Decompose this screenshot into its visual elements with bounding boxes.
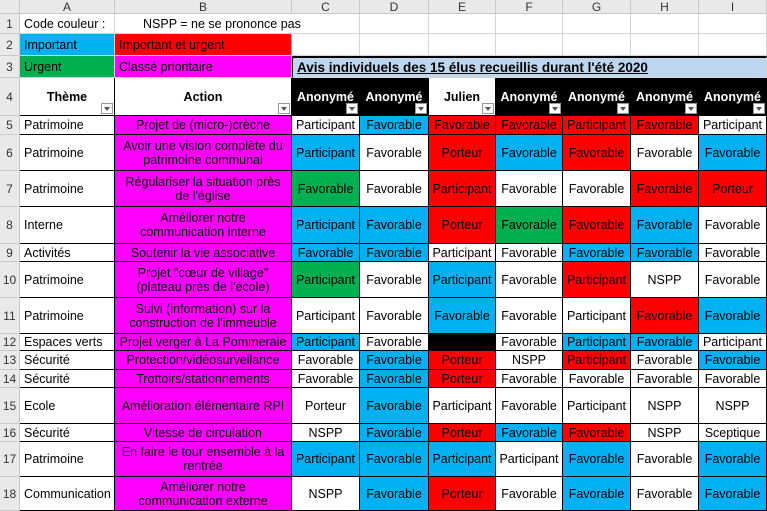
theme-cell[interactable]: Activités xyxy=(20,244,115,262)
vote-cell[interactable]: Favorable xyxy=(360,116,429,135)
theme-cell[interactable]: Espaces verts xyxy=(20,334,115,351)
vote-cell[interactable]: Favorable xyxy=(699,262,767,298)
theme-cell[interactable]: Ecole xyxy=(20,388,115,424)
vote-cell[interactable]: Favorable xyxy=(496,171,563,207)
empty-cell[interactable] xyxy=(496,14,563,34)
column-header-i[interactable]: I xyxy=(699,0,767,14)
empty-cell[interactable] xyxy=(631,14,699,34)
empty-cell[interactable] xyxy=(631,34,699,56)
vote-cell[interactable]: Favorable xyxy=(496,298,563,334)
vote-cell[interactable]: NSPP xyxy=(631,388,699,424)
column-header-h[interactable]: H xyxy=(631,0,699,14)
vote-cell[interactable]: Participant xyxy=(292,135,360,171)
vote-cell[interactable]: NSPP xyxy=(496,351,563,370)
filter-dropdown-icon[interactable] xyxy=(549,103,561,114)
vote-cell[interactable]: Favorable xyxy=(496,262,563,298)
row-header-7[interactable]: 7 xyxy=(0,171,20,207)
row-header-15[interactable]: 15 xyxy=(0,388,20,424)
vote-cell[interactable]: Participant xyxy=(563,334,631,351)
empty-cell[interactable] xyxy=(360,34,429,56)
column-header-f[interactable]: F xyxy=(496,0,563,14)
vote-cell[interactable]: NSPP xyxy=(292,424,360,442)
action-cell[interactable]: Amélioration élémentaire RPI xyxy=(115,388,292,424)
header-member-4[interactable]: Anonymé xyxy=(496,78,563,116)
vote-cell[interactable]: Favorable xyxy=(496,207,563,244)
legend-classe-prioritaire[interactable]: Classé prioritaire xyxy=(115,56,292,78)
vote-cell[interactable]: Participant xyxy=(429,244,496,262)
theme-cell[interactable]: Communication xyxy=(20,477,115,511)
vote-cell[interactable]: Sceptique xyxy=(699,424,767,442)
vote-cell[interactable]: Participant xyxy=(563,298,631,334)
theme-cell[interactable]: Patrimoine xyxy=(20,171,115,207)
vote-cell[interactable]: Participant xyxy=(563,351,631,370)
theme-cell[interactable]: Sécurité xyxy=(20,351,115,370)
vote-cell[interactable]: Favorable xyxy=(496,477,563,511)
vote-cell[interactable]: Favorable xyxy=(360,298,429,334)
header-member-1[interactable]: Anonymé xyxy=(292,78,360,116)
vote-cell[interactable]: Porteur xyxy=(429,477,496,511)
column-header-c[interactable]: C xyxy=(292,0,360,14)
header-action[interactable]: Action xyxy=(115,78,292,116)
vote-cell[interactable]: NSPP xyxy=(631,262,699,298)
row-header-6[interactable]: 6 xyxy=(0,135,20,171)
vote-cell[interactable]: Favorable xyxy=(699,207,767,244)
action-cell[interactable]: Projet verger à La Pommeraie xyxy=(115,334,292,351)
filter-dropdown-icon[interactable] xyxy=(753,103,765,114)
vote-cell[interactable]: Participant xyxy=(292,442,360,477)
vote-cell[interactable]: Participant xyxy=(699,116,767,135)
legend-urgent[interactable]: Urgent xyxy=(20,56,115,78)
vote-cell[interactable]: Favorable xyxy=(429,116,496,135)
vote-cell[interactable]: Participant xyxy=(292,262,360,298)
vote-cell[interactable]: Favorable xyxy=(699,135,767,171)
row-header-18[interactable]: 18 xyxy=(0,477,20,511)
empty-cell[interactable] xyxy=(496,34,563,56)
legend-important[interactable]: Important xyxy=(20,34,115,56)
vote-cell[interactable]: Porteur xyxy=(429,424,496,442)
vote-cell[interactable]: NSPP xyxy=(631,424,699,442)
row-header-11[interactable]: 11 xyxy=(0,298,20,334)
vote-cell[interactable]: Favorable xyxy=(699,298,767,334)
header-member-6[interactable]: Anonymé xyxy=(631,78,699,116)
vote-cell[interactable]: Favorable xyxy=(496,244,563,262)
column-header-d[interactable]: D xyxy=(360,0,429,14)
vote-cell[interactable]: Favorable xyxy=(360,207,429,244)
action-cell[interactable]: Soutenir la vie associative xyxy=(115,244,292,262)
empty-cell[interactable] xyxy=(429,14,496,34)
vote-cell[interactable]: Favorable xyxy=(496,116,563,135)
vote-cell[interactable]: Favorable xyxy=(360,388,429,424)
vote-cell[interactable]: Favorable xyxy=(360,370,429,388)
vote-cell[interactable]: Favorable xyxy=(292,370,360,388)
vote-cell[interactable]: Favorable xyxy=(631,135,699,171)
vote-cell[interactable]: Favorable xyxy=(360,334,429,351)
vote-cell[interactable]: Favorable xyxy=(563,171,631,207)
action-cell[interactable]: Suivi (information) sur la construction de l'immeuble xyxy=(115,298,292,334)
vote-cell[interactable]: Favorable xyxy=(496,370,563,388)
vote-cell[interactable]: Favorable xyxy=(699,244,767,262)
vote-cell[interactable]: Favorable xyxy=(699,477,767,511)
action-cell[interactable]: Projet "cœur de village" (plateau près de l'école) xyxy=(115,262,292,298)
row-header-14[interactable]: 14 xyxy=(0,370,20,388)
vote-cell[interactable]: Participant xyxy=(699,334,767,351)
sheet-title[interactable]: Avis individuels des 15 élus recueillis durant l'été 2020 xyxy=(292,56,767,78)
action-cell[interactable]: Améliorer notre communication interne xyxy=(115,207,292,244)
action-cell[interactable]: Améliorer notre communication externe xyxy=(115,477,292,511)
theme-cell[interactable]: Sécurité xyxy=(20,370,115,388)
header-member-7[interactable]: Anonymé xyxy=(699,78,767,116)
theme-cell[interactable]: Patrimoine xyxy=(20,262,115,298)
vote-cell[interactable]: Favorable xyxy=(360,244,429,262)
filter-dropdown-icon[interactable] xyxy=(415,103,427,114)
vote-cell[interactable]: Favorable xyxy=(631,370,699,388)
filter-dropdown-icon[interactable] xyxy=(278,103,290,114)
vote-cell[interactable]: Favorable xyxy=(631,298,699,334)
vote-cell[interactable]: Favorable xyxy=(496,388,563,424)
vote-cell[interactable]: Favorable xyxy=(360,477,429,511)
vote-cell[interactable]: Porteur xyxy=(429,135,496,171)
row-header-5[interactable]: 5 xyxy=(0,116,20,135)
header-theme[interactable]: Thème xyxy=(20,78,115,116)
vote-cell[interactable]: Favorable xyxy=(360,442,429,477)
row-header-17[interactable]: 17 xyxy=(0,442,20,477)
vote-cell[interactable]: Favorable xyxy=(563,424,631,442)
vote-cell[interactable]: Favorable xyxy=(563,442,631,477)
vote-cell[interactable]: Favorable xyxy=(292,171,360,207)
theme-cell[interactable]: Patrimoine xyxy=(20,442,115,477)
vote-cell[interactable]: Favorable xyxy=(631,244,699,262)
vote-cell[interactable]: Porteur xyxy=(429,207,496,244)
legend-important-urgent[interactable]: Important et urgent xyxy=(115,34,292,56)
vote-cell[interactable]: Favorable xyxy=(563,370,631,388)
row-header-3[interactable]: 3 xyxy=(0,56,20,78)
header-member-2[interactable]: Anonymé xyxy=(360,78,429,116)
vote-cell[interactable]: Participant xyxy=(429,262,496,298)
action-cell[interactable]: Avoir une vision complète du patrimoine communal xyxy=(115,135,292,171)
vote-cell[interactable]: NSPP xyxy=(292,477,360,511)
vote-cell[interactable]: Favorable xyxy=(631,477,699,511)
vote-cell[interactable]: Participant xyxy=(563,388,631,424)
vote-cell[interactable]: Favorable xyxy=(699,351,767,370)
action-cell[interactable]: Régulariser la situation près de l'église xyxy=(115,171,292,207)
vote-cell[interactable]: Participant xyxy=(292,207,360,244)
action-cell[interactable]: Projet de (micro-)crèche xyxy=(115,116,292,135)
empty-cell[interactable] xyxy=(699,34,767,56)
vote-cell[interactable]: Favorable xyxy=(699,370,767,388)
row-header-13[interactable]: 13 xyxy=(0,351,20,370)
legend-nspp-note[interactable]: NSPP = ne se prononce pas xyxy=(115,14,360,34)
vote-cell[interactable]: Participant xyxy=(292,116,360,135)
vote-cell[interactable]: Favorable xyxy=(631,334,699,351)
vote-cell[interactable]: Favorable xyxy=(496,135,563,171)
vote-cell[interactable]: Participant xyxy=(496,442,563,477)
vote-cell[interactable]: Favorable xyxy=(563,135,631,171)
vote-cell[interactable]: NSPP xyxy=(699,388,767,424)
vote-cell[interactable]: Favorable xyxy=(360,171,429,207)
vote-cell[interactable]: Favorable xyxy=(360,424,429,442)
vote-cell[interactable]: Porteur xyxy=(429,370,496,388)
theme-cell[interactable]: Patrimoine xyxy=(20,116,115,135)
row-header-10[interactable]: 10 xyxy=(0,262,20,298)
filter-dropdown-icon[interactable] xyxy=(101,103,113,114)
theme-cell[interactable]: Patrimoine xyxy=(20,298,115,334)
vote-cell[interactable]: Favorable xyxy=(563,477,631,511)
vote-cell[interactable]: Participant xyxy=(292,298,360,334)
vote-cell[interactable]: Favorable xyxy=(360,135,429,171)
row-header-9[interactable]: 9 xyxy=(0,244,20,262)
vote-cell[interactable]: Participant xyxy=(563,262,631,298)
action-cell[interactable]: En faire le tour ensemble à la rentrée xyxy=(115,442,292,477)
row-header-12[interactable]: 12 xyxy=(0,334,20,351)
vote-cell[interactable]: Favorable xyxy=(496,334,563,351)
legend-code-label[interactable]: Code couleur : xyxy=(20,14,115,34)
vote-cell[interactable]: Favorable xyxy=(292,351,360,370)
vote-cell[interactable]: Participant xyxy=(429,171,496,207)
vote-cell[interactable]: Participant xyxy=(429,442,496,477)
filter-dropdown-icon[interactable] xyxy=(685,103,697,114)
vote-cell[interactable]: Favorable xyxy=(631,442,699,477)
vote-cell[interactable]: Favorable xyxy=(563,207,631,244)
row-header-8[interactable]: 8 xyxy=(0,207,20,244)
vote-cell[interactable]: Porteur xyxy=(292,388,360,424)
vote-cell[interactable]: Porteur xyxy=(699,171,767,207)
empty-cell[interactable] xyxy=(292,34,360,56)
vote-cell[interactable]: Favorable xyxy=(496,424,563,442)
vote-cell[interactable]: Favorable xyxy=(360,351,429,370)
vote-cell[interactable] xyxy=(429,334,496,351)
vote-cell[interactable]: Favorable xyxy=(631,116,699,135)
empty-cell[interactable] xyxy=(563,34,631,56)
vote-cell[interactable]: Favorable xyxy=(563,244,631,262)
vote-cell[interactable]: Favorable xyxy=(429,298,496,334)
vote-cell[interactable]: Favorable xyxy=(360,262,429,298)
empty-cell[interactable] xyxy=(563,14,631,34)
row-header-4[interactable]: 4 xyxy=(0,78,20,116)
row-header-2[interactable]: 2 xyxy=(0,34,20,56)
column-header-a[interactable]: A xyxy=(20,0,115,14)
column-header-e[interactable]: E xyxy=(429,0,496,14)
filter-dropdown-icon[interactable] xyxy=(482,103,494,114)
empty-cell[interactable] xyxy=(360,14,429,34)
vote-cell[interactable]: Favorable xyxy=(292,244,360,262)
theme-cell[interactable]: Sécurité xyxy=(20,424,115,442)
header-member-5[interactable]: Anonymé xyxy=(563,78,631,116)
filter-dropdown-icon[interactable] xyxy=(617,103,629,114)
row-header-16[interactable]: 16 xyxy=(0,424,20,442)
vote-cell[interactable]: Favorable xyxy=(631,171,699,207)
action-cell[interactable]: Vitesse de circulation xyxy=(115,424,292,442)
row-header-1[interactable]: 1 xyxy=(0,14,20,34)
filter-dropdown-icon[interactable] xyxy=(346,103,358,114)
column-header-g[interactable]: G xyxy=(563,0,631,14)
header-member-3[interactable]: Julien xyxy=(429,78,496,116)
empty-cell[interactable] xyxy=(429,34,496,56)
action-cell[interactable]: Trottoirs/stationnements xyxy=(115,370,292,388)
vote-cell[interactable]: Favorable xyxy=(699,442,767,477)
select-all-corner[interactable] xyxy=(0,0,20,14)
action-cell[interactable]: Protection/vidéosurveilance xyxy=(115,351,292,370)
vote-cell[interactable]: Participant xyxy=(292,334,360,351)
empty-cell[interactable] xyxy=(699,14,767,34)
theme-cell[interactable]: Patrimoine xyxy=(20,135,115,171)
vote-cell[interactable]: Participant xyxy=(429,388,496,424)
theme-cell[interactable]: Interne xyxy=(20,207,115,244)
vote-cell[interactable]: Favorable xyxy=(631,351,699,370)
vote-cell[interactable]: Porteur xyxy=(429,351,496,370)
vote-cell[interactable]: Participant xyxy=(563,116,631,135)
column-header-b[interactable]: B xyxy=(115,0,292,14)
vote-cell[interactable]: Favorable xyxy=(631,207,699,244)
